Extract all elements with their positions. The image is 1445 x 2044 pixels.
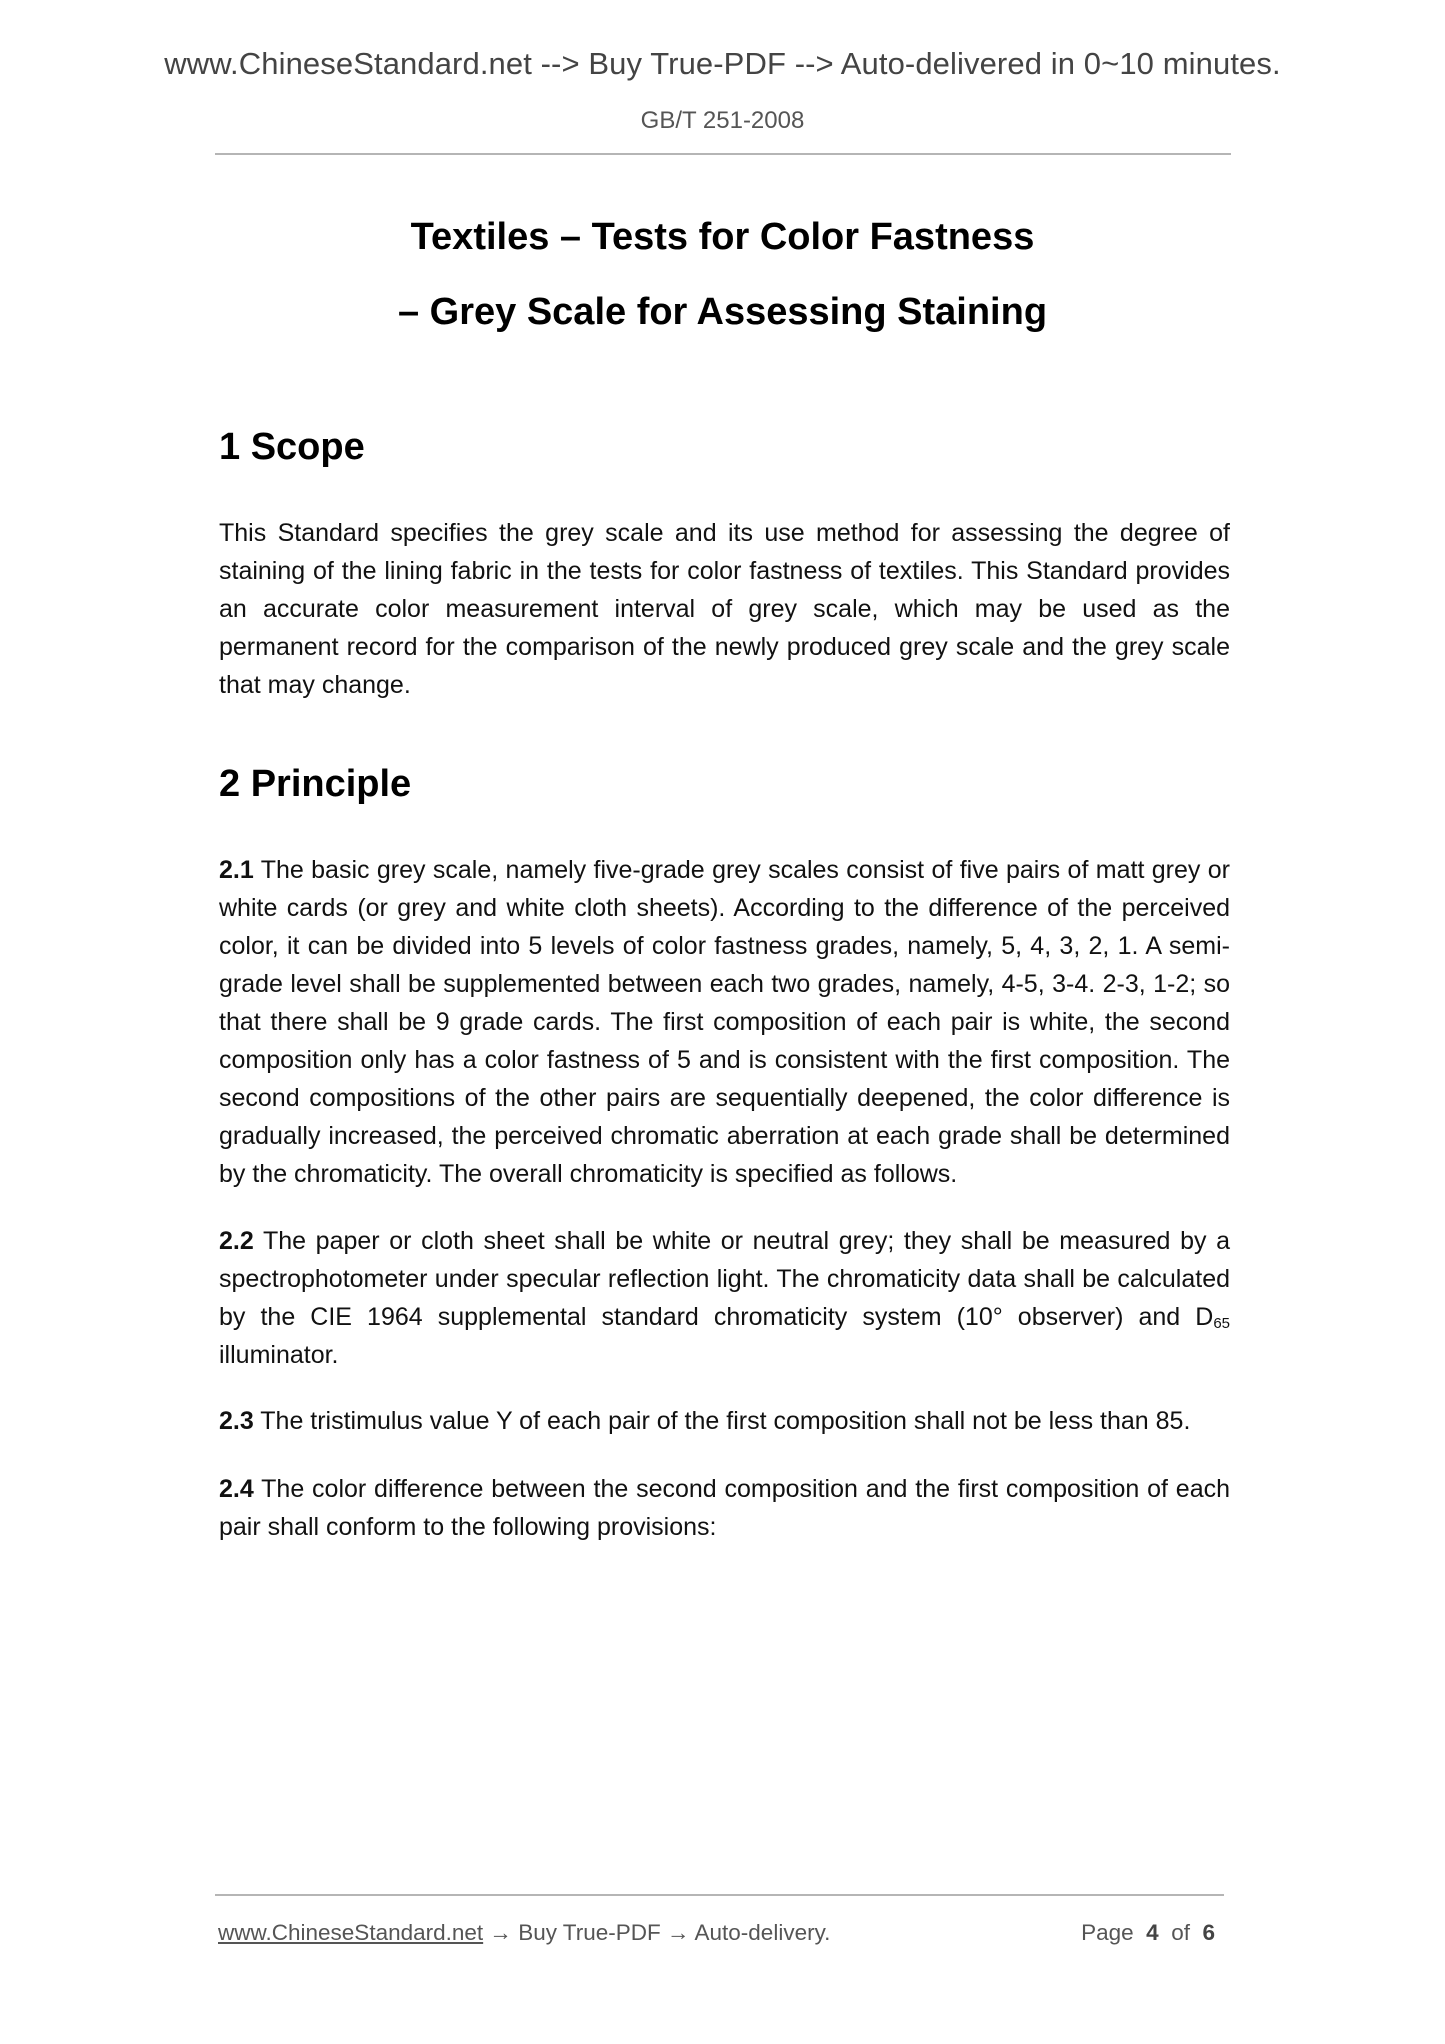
header-divider bbox=[215, 153, 1231, 155]
footer-site-link[interactable]: www.ChineseStandard.net bbox=[218, 1920, 484, 1945]
footer-buy-text: Buy True-PDF bbox=[518, 1920, 661, 1945]
page-indicator bbox=[1081, 1918, 1215, 1948]
clause-number: 2.4 bbox=[219, 1475, 254, 1503]
page-total: 6 bbox=[1202, 1920, 1215, 1945]
scope-paragraph: This Standard specifies the grey scale and its use method for assessing the degree of staining of the lining fabric in the tests for color fastness of textiles. This Standard provides an accurate color measurement interval of grey scale, which may be used as the permanent record for the comparison of the newly produced grey scale and the grey scale that may change. bbox=[219, 519, 1230, 699]
clause-text: The paper or cloth sheet shall be white or neutral grey; they shall be measured by a spectrophotometer under specular reflection light. The chromaticity data shall be calculated by the CIE 1964 supplemental standard chromaticity system (10° observer) and D bbox=[219, 1227, 1230, 1331]
document-number: GB/T 251-2008 bbox=[640, 107, 805, 134]
section-heading-principle: 2 Principle bbox=[219, 763, 412, 805]
footer-delivery-text: Auto-delivery. bbox=[694, 1920, 831, 1945]
clause-2-4 bbox=[219, 1470, 1230, 1546]
document-body bbox=[219, 425, 1230, 1546]
clause-number: 2.1 bbox=[219, 856, 254, 884]
clause-2-2 bbox=[219, 1222, 1230, 1374]
arrow-right-icon: → bbox=[667, 1920, 690, 1945]
title-line-2: – Grey Scale for Assessing Staining bbox=[397, 291, 1048, 333]
page-title bbox=[0, 200, 1445, 350]
title-line-1: Textiles – Tests for Color Fastness bbox=[410, 216, 1035, 258]
clause-number: 2.3 bbox=[219, 1407, 254, 1435]
site-banner: www.ChineseStandard.net --> Buy True-PDF --> Auto-delivered in 0~10 minutes. bbox=[164, 46, 1281, 81]
page-footer bbox=[218, 1918, 1218, 1948]
clause-text: The color difference between the second composition and the first composition of each pair shall conform to the following provisions: bbox=[219, 1475, 1231, 1541]
clause-text: The basic grey scale, namely five-grade grey scales consist of five pairs of matt grey or white cards (or grey and white cloth sheets). According to the difference of the perceived color, it can be divided into 5 levels of color fastness grades, namely, 5, 4, 3, 2, 1. A semi-grade level shall be supplemented between each two grades, namely, 4-5, 3-4. 2-3, 1-2; so that there shall be 9 grade cards. The first composition of each pair is white, the second composition only has a color fastness of 5 and is consistent with the first composition. The second compositions of the other pairs are sequentially deepened, the color difference is gradually increased, the perceived chromatic aberration at each grade shall be determined by the chromaticity. The overall chromaticity is specified as follows. bbox=[219, 856, 1230, 1188]
arrow-right-icon: → bbox=[489, 1920, 512, 1945]
clause-text: The tristimulus value Y of each pair of the first composition shall not be less than 85. bbox=[260, 1407, 1191, 1435]
subscript-65: 65 bbox=[1213, 1315, 1230, 1332]
page-label: Page bbox=[1081, 1920, 1134, 1945]
page-of: of bbox=[1171, 1920, 1190, 1945]
clause-2-1 bbox=[219, 851, 1230, 1193]
clause-text-after: illuminator. bbox=[219, 1341, 339, 1369]
clause-2-3 bbox=[219, 1402, 1230, 1440]
page-current: 4 bbox=[1146, 1920, 1159, 1945]
clause-number: 2.2 bbox=[219, 1227, 254, 1255]
section-heading-scope: 1 Scope bbox=[219, 426, 365, 468]
